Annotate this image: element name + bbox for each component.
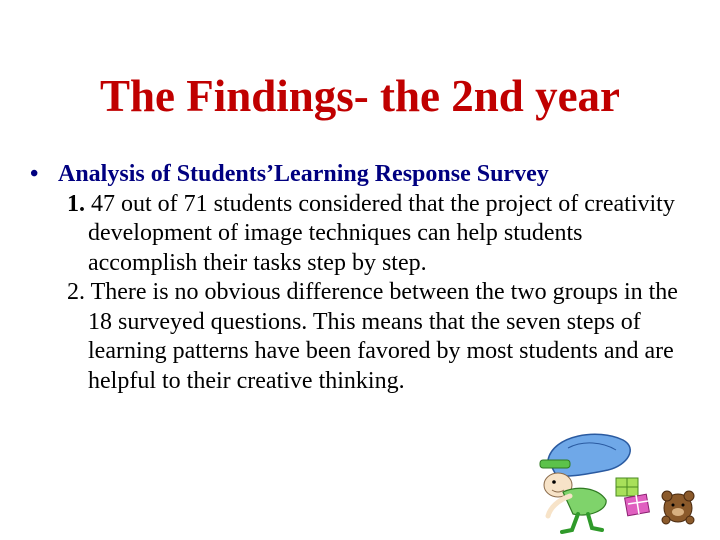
finding-item-1: [30, 190, 690, 279]
slide-content: [30, 160, 690, 396]
slide-title: The Findings- the 2nd year: [99, 71, 621, 121]
bullet-heading-text: Analysis of Students’Learning Response Survey: [58, 161, 549, 187]
finding-text-2: There is no obvious difference between the two groups in the 18 surveyed questions. This means that the seven steps of learning patterns have been favored by most students and are helpful to their creative thinking.: [85, 279, 678, 394]
finding-text-1: 47 out of 71 students considered that the project of creativity development of image techniques can help students accomplish their tasks step by step.: [85, 190, 675, 276]
finding-item-2: [30, 278, 690, 396]
bullet-icon: •: [30, 161, 39, 187]
finding-number-1: 1.: [67, 190, 85, 217]
bullet-heading: [30, 160, 690, 190]
cartoon-character-clipart-icon: [528, 430, 703, 535]
finding-number-2: 2.: [67, 279, 85, 305]
